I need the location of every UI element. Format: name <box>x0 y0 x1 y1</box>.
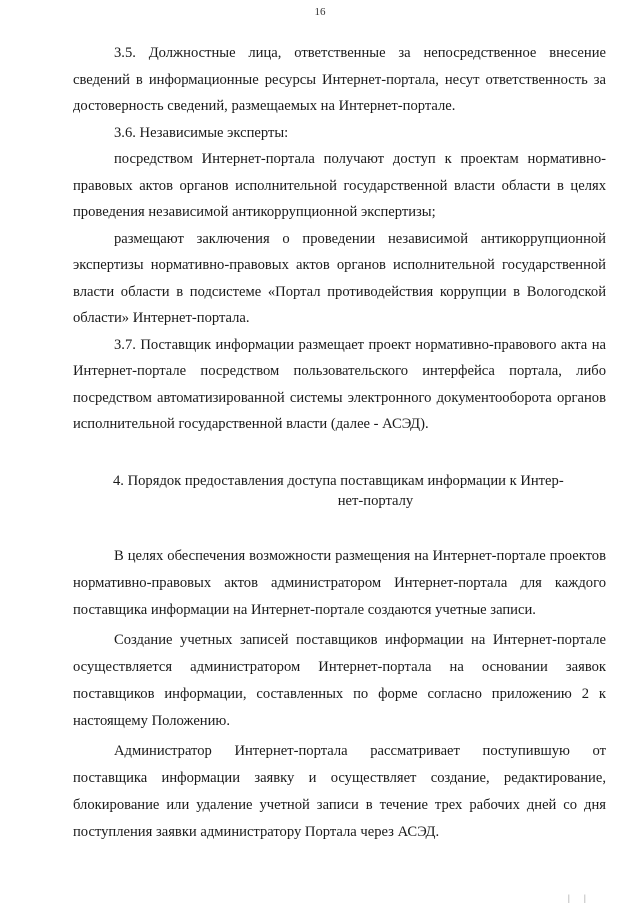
paragraph-3-7: 3.7. Поставщик информации размещает проект нормативно-правового акта на Интернет-портале посредством пользовательского интерфейса портала, либо посредством автоматизированной системы электронного документооборота органов исполнительной государственной власти (далее - АСЭД). <box>73 336 606 432</box>
paragraph-accounts-creation: Создание учетных записей поставщиков информации на Интернет-портале осуществляется администратором Интернет-портала на основании заявок поставщиков информации, составленных по форме согласно приложению 2 к настоящему Положению. <box>73 631 606 729</box>
paragraph-3-5: 3.5. Должностные лица, ответственные за непосредственное внесение сведений в информационные ресурсы Интернет-портала, несут ответственность за достоверность сведений, размещаемых на Интернет-портале. <box>73 45 606 114</box>
document-body <box>73 40 606 846</box>
section-4-heading-line1: 4. Порядок предоставления доступа поставщикам информации к Интер- <box>113 472 564 489</box>
scan-edge-mark: | | <box>568 893 592 903</box>
paragraph-3-6-heading: 3.6. Независимые эксперты: <box>114 124 289 141</box>
paragraph-3-6-conclusions: размещают заключения о проведении независимой антикоррупционной экспертизы нормативно-правовых актов органов исполнительной государственной власти области в подсистеме «Портал противодействия коррупции в Вологодской области» Интернет-портала. <box>73 230 606 326</box>
page-number: 16 <box>314 6 326 18</box>
paragraph-admin-review: Администратор Интернет-портала рассматривает поступившую от поставщика информации заявку и осуществляет создание, редактирование, блокирование или удаление учетной записи в течение трех рабочих дней со дня поступления заявки администратору Портала через АСЭД. <box>73 742 606 840</box>
paragraph-3-6-access: посредством Интернет-портала получают доступ к проектам нормативно-правовых актов органов исполнительной государственной власти области в целях проведения независимой антикоррупционной экспертизы; <box>73 151 606 220</box>
paragraph-accounts-purpose: В целях обеспечения возможности размещения на Интернет-портале проектов нормативно-правовых актов администратором Интернет-портала для каждого поставщика информации на Интернет-портале создаются учетные записи. <box>73 547 606 618</box>
section-4-heading <box>73 471 606 511</box>
section-4-heading-line2: нет-порталу <box>337 492 414 509</box>
